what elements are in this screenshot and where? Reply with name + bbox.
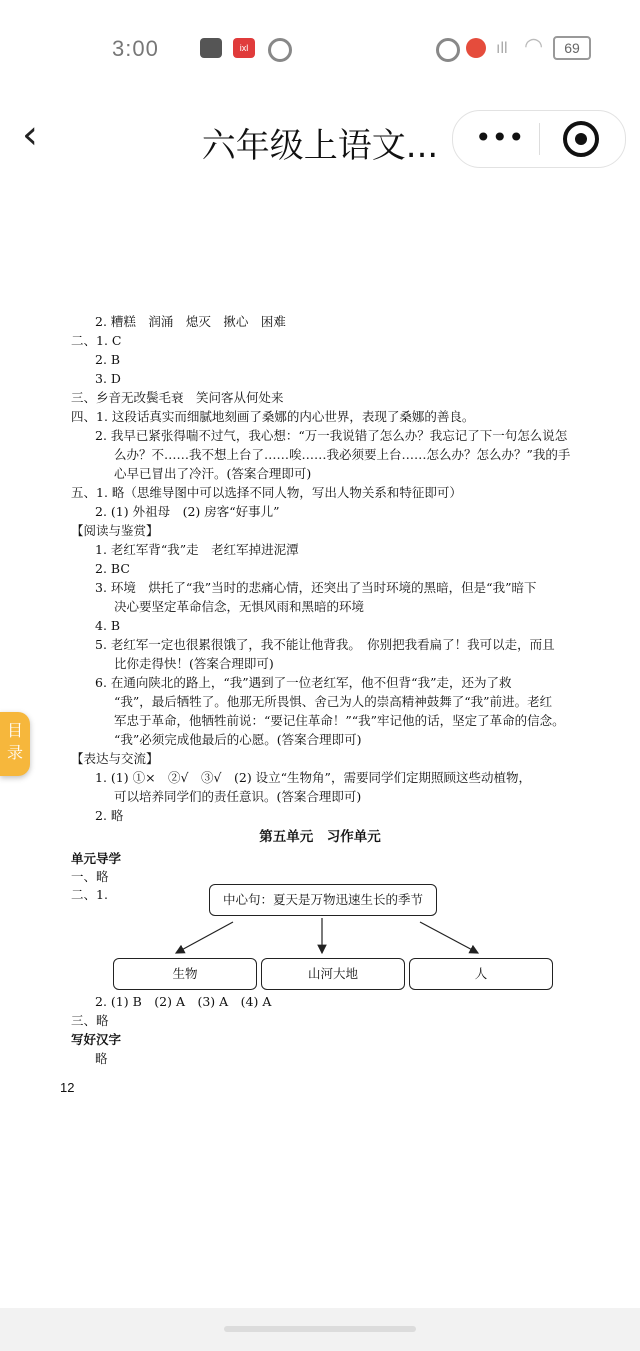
- answer-line: 三、略: [71, 1013, 109, 1028]
- section-label: 单元导学: [71, 851, 122, 866]
- diagram-node: 山河大地: [261, 958, 405, 990]
- answer-line: 军忠于革命，他牺牲前说：“要记住革命！”“我”牢记他的话，坚定了革命的信念。: [114, 713, 565, 728]
- answer-line: 略: [95, 1051, 108, 1066]
- answer-line: 可以培养同学们的责任意识。(答案合理即可): [114, 789, 362, 804]
- answer-line: 三、乡音无改鬓毛衰 笑问客从何处来: [71, 390, 284, 405]
- gesture-handle[interactable]: [224, 1326, 416, 1332]
- more-icon[interactable]: •••: [475, 121, 525, 154]
- unit-heading: 第五单元 习作单元: [259, 829, 381, 845]
- answer-line: 4. B: [95, 618, 121, 633]
- answer-line: 2. (1) B (2) A (3) A (4) A: [95, 994, 272, 1009]
- answer-line: 比你走得快！(答案合理即可): [114, 656, 274, 671]
- answer-line: 3. D: [95, 371, 121, 386]
- answer-line: 6. 在通向陕北的路上，“我”遇到了一位老红军，他不但背“我”走，还为了救: [95, 675, 512, 690]
- answer-line: 3. 环境 烘托了“我”当时的悲痛心情，还突出了当时环境的黑暗，但是“我”暗下: [95, 580, 537, 595]
- diagram-node: 人: [409, 958, 553, 990]
- diagram-node: 生物: [113, 958, 257, 990]
- answer-line: 2. 糟糕 润涌 熄灭 揪心 困难: [95, 314, 286, 329]
- section-label: 【表达与交流】: [71, 751, 159, 766]
- app-notification-icon: ixl: [233, 38, 255, 58]
- page-number: 12: [60, 1080, 75, 1095]
- answer-line: 2. 略: [95, 808, 124, 823]
- section-label: 【阅读与鉴赏】: [71, 523, 159, 538]
- answer-line: 2. (1) 外祖母 (2) 房客“好事儿”: [95, 504, 280, 519]
- answer-line: 二、1. C: [71, 333, 122, 348]
- answer-line: “我”，最后牺牲了。他那无所畏惧、舍己为人的崇高精神鼓舞了“我”前进。老红: [114, 694, 553, 709]
- table-of-contents-button[interactable]: [0, 712, 30, 776]
- answer-line: 2. BC: [95, 561, 130, 576]
- page-title: 六年级上语文...: [201, 126, 439, 166]
- answer-line: 5. 老红军一定也很累很饿了，我不能让他背我。 你别把我看扁了！我可以走，而且: [95, 637, 555, 652]
- signal-icon: ıll: [496, 40, 508, 57]
- answer-line: 二、1.: [71, 887, 108, 902]
- answer-line: 2. 我早已紧张得喘不过气，我心想：“万一我说错了怎么办？我忘记了下一句怎么说怎: [95, 428, 568, 443]
- status-time: 3:00: [112, 36, 159, 61]
- answer-line: 1. (1) ①× ②√ ③√ (2) 设立“生物角”，需要同学们定期照顾这些动植物，: [95, 770, 531, 785]
- answer-line: 一、略: [71, 869, 109, 884]
- answer-line: 决心要坚定革命信念，无惧风雨和黑暗的环境: [114, 599, 365, 614]
- answer-line: “我”必须完成他最后的心愿。(答案合理即可): [114, 732, 362, 747]
- answer-line: 五、1. 略（思维导图中可以选择不同人物，写出人物关系和特征即可）: [71, 485, 462, 500]
- answer-line: 心早已冒出了冷汗。(答案合理即可): [114, 466, 312, 481]
- diagram-center-node: 中心句：夏天是万物迅速生长的季节: [209, 884, 437, 916]
- answer-line: 么办？不……我不想上台了……唉……我必须要上台……怎么办？怎么办？”我的手: [114, 447, 571, 462]
- table-of-contents-label: 目录: [6, 721, 23, 762]
- answer-line: 1. 老红军背“我”走 老红军掉进泥潭: [95, 542, 299, 557]
- wifi-icon: ◠: [524, 34, 544, 59]
- answer-line: 四、1. 这段话真实而细腻地刻画了桑娜的内心世界，表现了桑娜的善良。: [71, 409, 475, 424]
- section-label: 写好汉字: [71, 1032, 122, 1047]
- back-button[interactable]: ‹: [22, 112, 38, 158]
- battery-icon: 69: [553, 36, 591, 60]
- answer-line: 2. B: [95, 352, 121, 367]
